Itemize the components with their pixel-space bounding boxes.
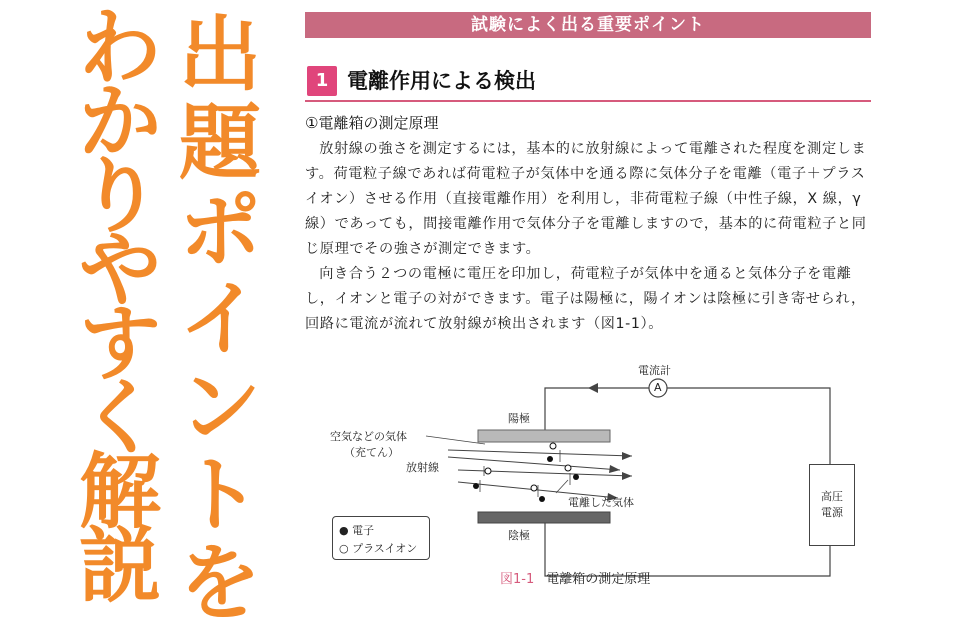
cathode-plate xyxy=(478,512,610,523)
hv-line-2: 電源 xyxy=(821,506,843,519)
hero-char: す xyxy=(78,297,161,392)
hero-title-column-2 xyxy=(70,1,170,614)
figure-ionization-chamber xyxy=(320,358,870,600)
hv-line-1: 高圧 xyxy=(821,490,843,503)
figure-caption xyxy=(500,572,650,588)
hero-char: わ xyxy=(78,1,161,96)
hero-char: 説 xyxy=(78,519,161,614)
body-text xyxy=(305,137,871,337)
hero-char: か xyxy=(78,75,161,170)
paragraph: 放射線の強さを測定するには，基本的に放射線によって電離された程度を測定します。荷電粒子線であれば荷電粒子が気体中を通る際に気体分子を電離（電子＋プラスイオン）させる作用（直接電離作用）を利用し，非荷電粒子線（中性子線，X 線，γ 線）であっても，間接電離作用で気体分子を電離しますので，基本的に荷電粒子と同じ原理でその強さが測定できます。 xyxy=(305,141,867,257)
ionized-gas-label: 電離した気体 xyxy=(568,496,634,509)
hero-char: を xyxy=(178,536,261,631)
section-number-badge: 1 xyxy=(307,66,337,96)
subsection-title: ①電離箱の測定原理 xyxy=(305,114,439,132)
section-heading xyxy=(305,66,871,102)
hero-char: ン xyxy=(178,360,261,455)
hero-char: 出 xyxy=(178,8,261,103)
radiation-label: 放射線 xyxy=(406,461,439,474)
banner: 試験によく出る重要ポイント xyxy=(305,12,871,38)
hero-char: り xyxy=(78,149,161,244)
hero-char: く xyxy=(78,371,161,466)
hero-char: や xyxy=(78,223,161,318)
caption-number: 図1-1 xyxy=(500,572,535,587)
paragraph: 向き合う２つの電極に電圧を印加し，荷電粒子が気体中を通ると気体分子を電離し，イオンと電子の対ができます。電子は陽極に，陽イオンは陰極に引き寄せられ，回路に電流が流れて放射線が検出されます（図1-1）。 xyxy=(305,266,866,332)
hero-char: ポ xyxy=(178,184,261,279)
legend-ion: ○ プラスイオン xyxy=(339,542,418,555)
legend xyxy=(332,516,430,560)
anode-plate xyxy=(478,430,610,442)
high-voltage-source xyxy=(809,464,855,546)
hero-char: 題 xyxy=(178,96,261,191)
hero-char: 解 xyxy=(78,445,161,540)
ammeter-label: 電流計 xyxy=(638,364,671,377)
ammeter-symbol: A xyxy=(654,381,662,394)
hero-char: イ xyxy=(178,272,261,367)
cathode-label: 陰極 xyxy=(508,529,530,542)
gas-label-sub: （充てん） xyxy=(344,446,399,459)
gas-label: 空気などの気体 xyxy=(330,430,407,443)
anode-label: 陽極 xyxy=(508,412,530,425)
caption-text: 電離箱の測定原理 xyxy=(546,572,651,587)
hero-title-column-1 xyxy=(170,8,270,631)
legend-electron: ● 電子 xyxy=(339,524,375,537)
section-title: 電離作用による検出 xyxy=(347,69,536,93)
circuit-diagram xyxy=(320,358,870,600)
hero-char: ト xyxy=(178,448,261,543)
